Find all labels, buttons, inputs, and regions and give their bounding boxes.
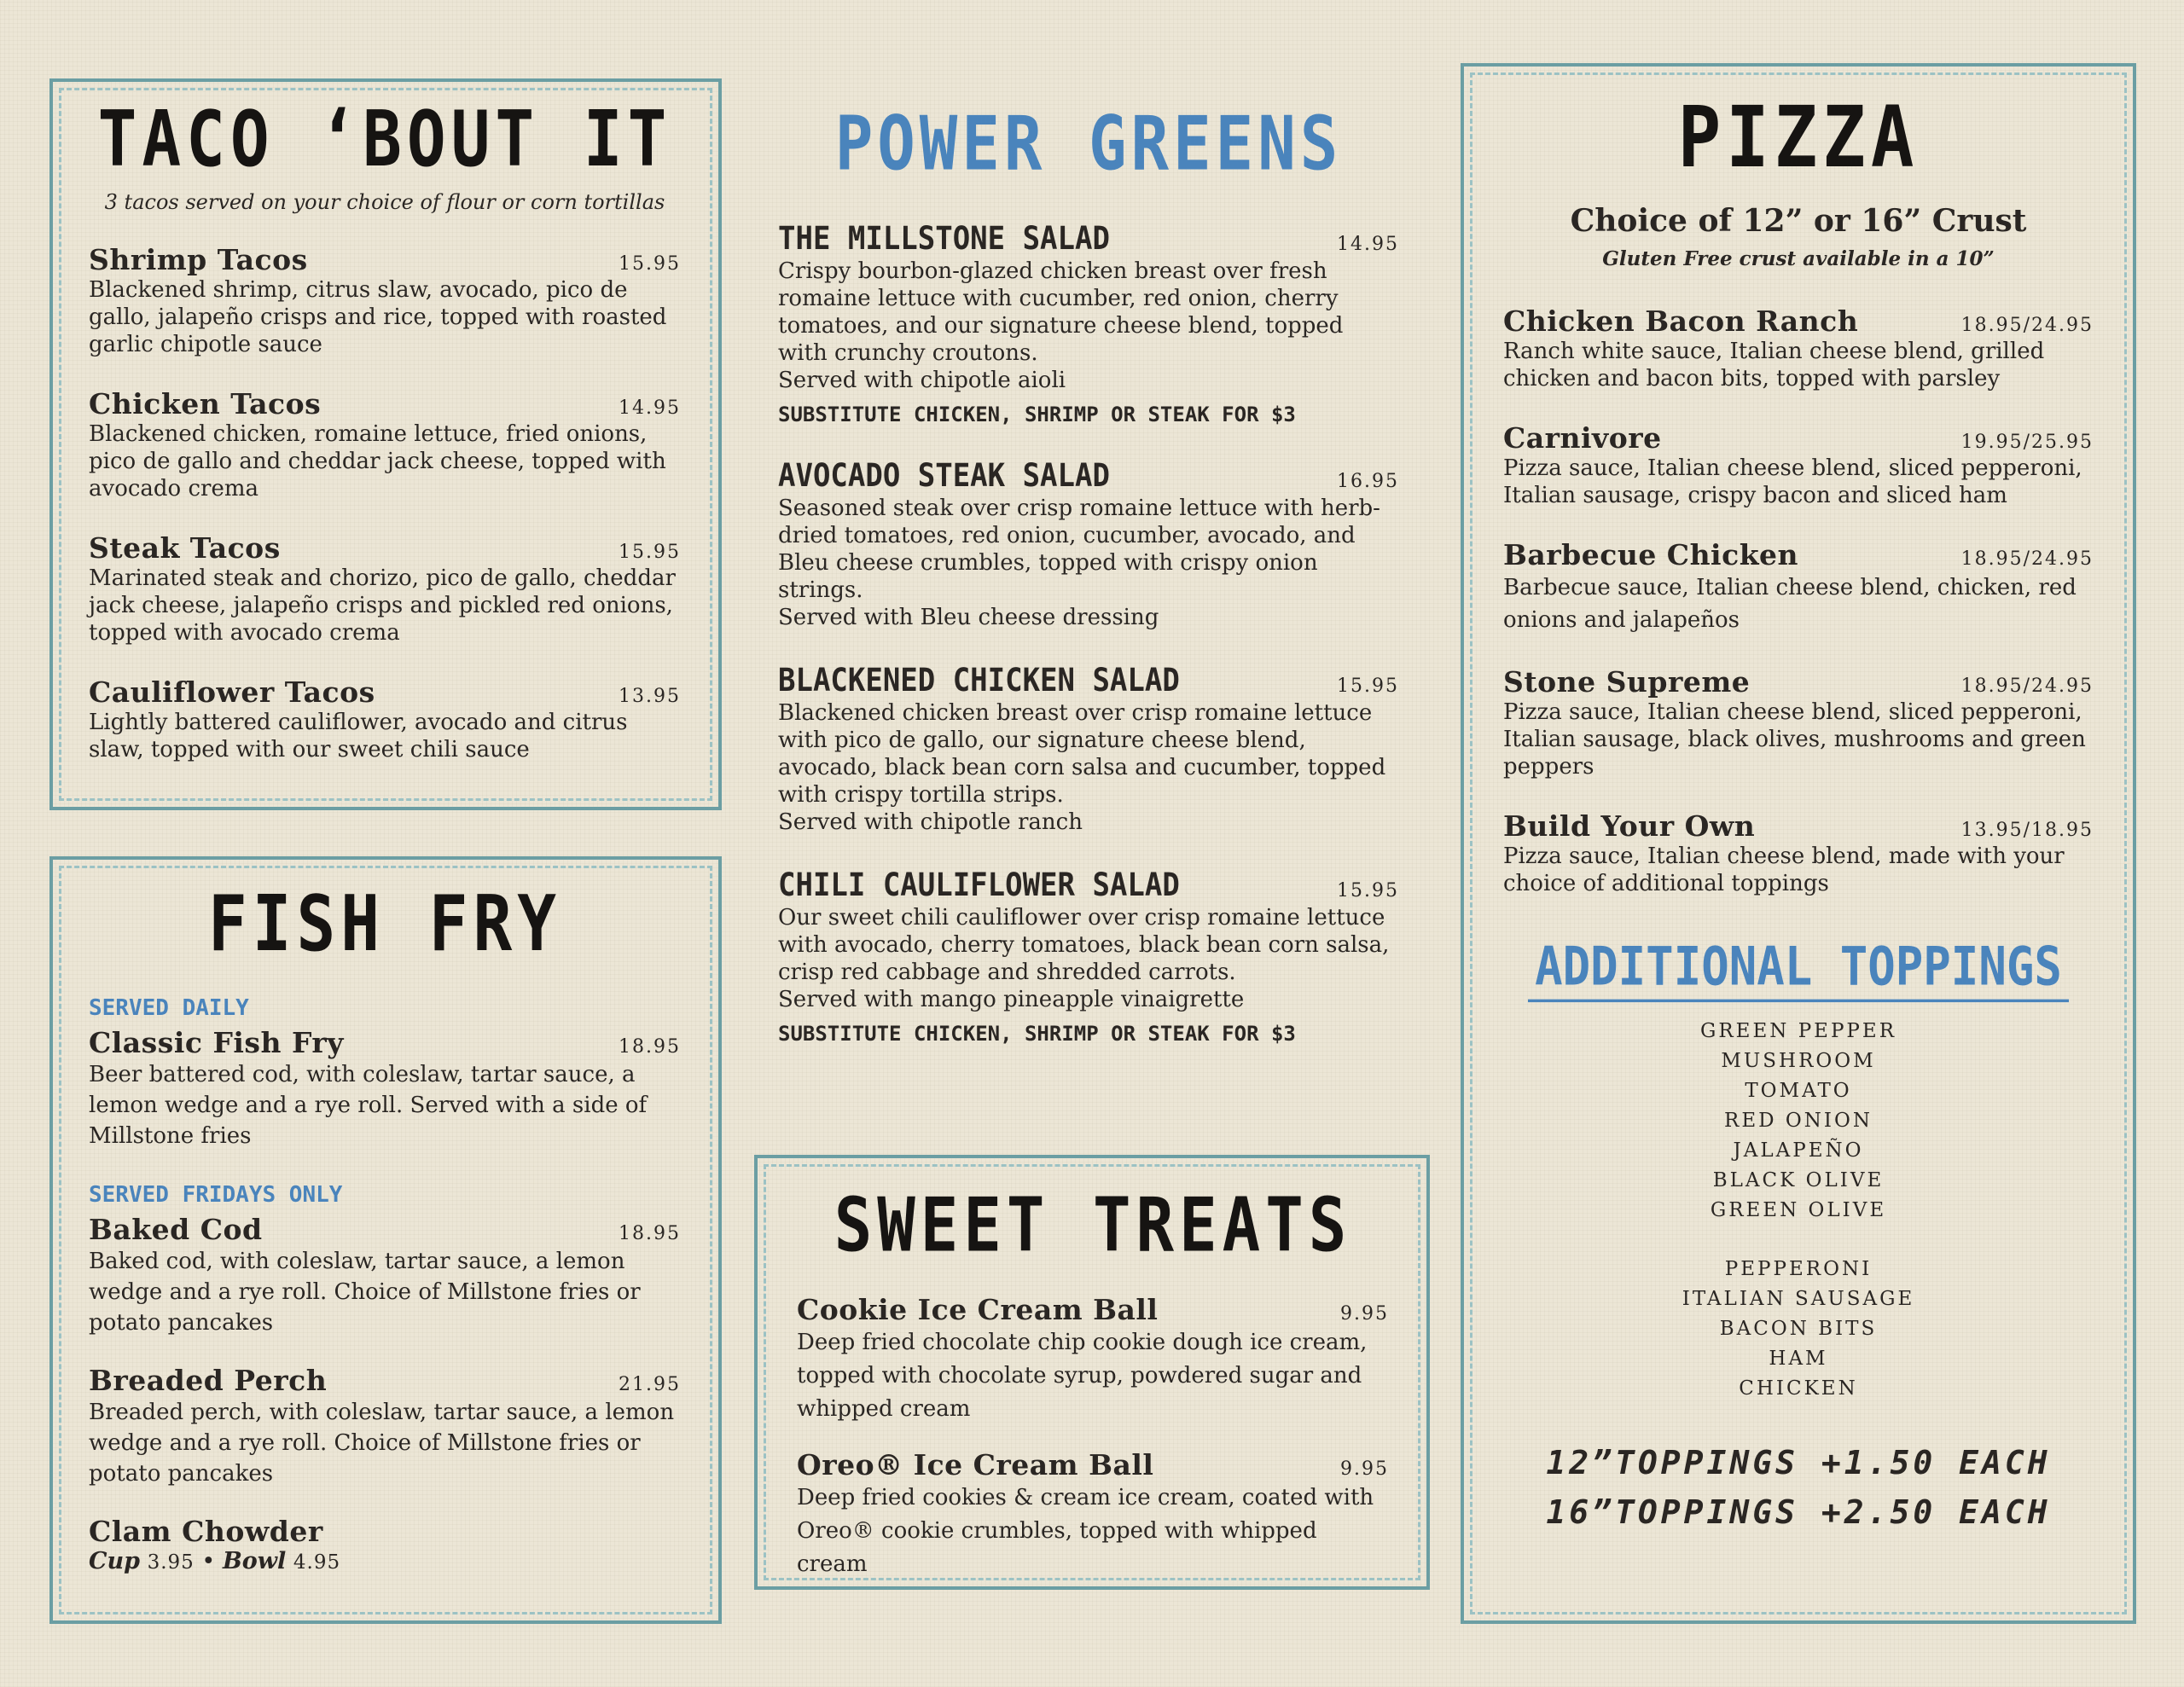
item-name: Baked Cod [89, 1213, 263, 1246]
menu-item-breaded-perch [89, 1364, 681, 1489]
item-served-with: Served with mango pineapple vinaigrette [778, 987, 1245, 1012]
chowder-prices [89, 1548, 681, 1576]
topping-item: CHICKEN [1739, 1377, 1858, 1400]
veg-toppings-list [1503, 1017, 2094, 1226]
item-price: 14.95 [619, 397, 681, 419]
item-price: 21.95 [619, 1374, 681, 1395]
item-description: Crispy bourbon-glazed chicken breast over fresh romaine lettuce with cucumber, red onion, cherry tomatoes, and our signature cheese blend, topped with crunchy croutons. [778, 258, 1344, 366]
fish-title: FISH FRY [207, 878, 562, 969]
item-name: Clam Chowder [89, 1515, 323, 1548]
topping-item: GREEN PEPPER [1699, 1020, 1897, 1042]
item-description: Blackened chicken, romaine lettuce, fried onions, pico de gallo and cheddar jack cheese, topped with avocado crema [89, 421, 666, 501]
item-name: Chicken Bacon Ranch [1503, 304, 1859, 338]
item-price: 15.95 [1337, 880, 1399, 901]
topping-prices [1503, 1438, 2094, 1537]
item-served-with: Served with Bleu cheese dressing [778, 605, 1159, 630]
cup-label: Cup [89, 1548, 140, 1574]
item-price: 18.95/24.95 [1960, 315, 2094, 336]
taco-title: TACO ‘BOUT IT [97, 93, 672, 184]
item-price: 15.95 [619, 253, 681, 275]
item-name: Stone Supreme [1503, 665, 1751, 699]
topping-item: GREEN OLIVE [1710, 1199, 1887, 1221]
menu-item-steak-tacos [89, 531, 681, 646]
item-price: 9.95 [1340, 1458, 1389, 1480]
item-name: Build Your Own [1503, 809, 1756, 843]
item-price: 13.95/18.95 [1960, 820, 2094, 841]
item-description: Breaded perch, with coleslaw, tartar sauce, a lemon wedge and a rye roll. Choice of Millstone fries or potato pancakes [89, 1400, 675, 1487]
item-price: 16.95 [1337, 471, 1399, 492]
topping-item: BACON BITS [1719, 1318, 1878, 1340]
item-name: Classic Fish Fry [89, 1026, 344, 1059]
menu-item-carnivore [1503, 421, 2094, 509]
topping-item: MUSHROOM [1721, 1050, 1876, 1072]
item-description: Baked cod, with coleslaw, tartar sauce, a lemon wedge and a rye roll. Choice of Millstone fries or potato pancakes [89, 1249, 641, 1336]
item-description: Beer battered cod, with coleslaw, tartar sauce, a lemon wedge and a rye roll. Served with a side of Millstone fries [89, 1062, 648, 1149]
item-name: Carnivore [1503, 421, 1662, 455]
item-price: 15.95 [1337, 675, 1399, 697]
taco-panel [49, 78, 722, 810]
menu-item-baked-cod [89, 1213, 681, 1338]
item-name: Chicken Tacos [89, 387, 322, 420]
item-name: Cauliflower Tacos [89, 675, 375, 709]
topping-item: ITALIAN SAUSAGE [1682, 1288, 1915, 1310]
item-description: Pizza sauce, Italian cheese blend, made with your choice of additional toppings [1503, 844, 2065, 896]
item-price: 18.95 [619, 1223, 681, 1244]
item-description: Marinated steak and chorizo, pico de gallo, cheddar jack cheese, jalapeño crisps and pickled red onions, topped with avocado crema [89, 565, 676, 646]
pizza-title: PIZZA [1677, 88, 1920, 187]
menu-item-blackened-chicken-salad [778, 662, 1399, 836]
menu-item-cookie-ice-cream-ball [797, 1293, 1389, 1426]
item-description: Barbecue sauce, Italian cheese blend, chicken, red onions and jalapeños [1503, 575, 2077, 633]
topping-item: HAM [1769, 1348, 1828, 1370]
menu-item-clam-chowder [89, 1515, 681, 1576]
taco-subtitle: 3 tacos served on your choice of flour or corn tortillas [104, 190, 665, 214]
toppings-title: ADDITIONAL TOPPINGS [1528, 936, 2069, 1002]
menu-item-chili-cauliflower-salad [778, 867, 1399, 1046]
item-name: THE MILLSTONE SALAD [778, 220, 1110, 258]
served-daily-label: SERVED DAILY [89, 995, 249, 1021]
topping-price-12: 12”TOPPINGS +1.50 EACH [1546, 1444, 2051, 1481]
substitute-note: SUBSTITUTE CHICKEN, SHRIMP OR STEAK FOR $3 [778, 403, 1296, 426]
greens-title: POWER GREENS [834, 101, 1343, 188]
menu-item-shrimp-tacos [89, 243, 681, 358]
menu-item-chicken-bacon-ranch [1503, 304, 2094, 392]
item-name: Breaded Perch [89, 1364, 328, 1397]
topping-price-16: 16”TOPPINGS +2.50 EACH [1546, 1493, 2051, 1531]
item-name: Barbecue Chicken [1503, 538, 1799, 571]
topping-item: RED ONION [1724, 1110, 1873, 1132]
item-price: 14.95 [1337, 234, 1399, 255]
toppings-heading-wrap [1503, 935, 2094, 998]
bowl-label: Bowl [222, 1548, 287, 1574]
item-description: Our sweet chili cauliflower over crisp romaine lettuce with avocado, cherry tomatoes, black bean corn salsa, crisp red cabbage and shredded carrots. [778, 905, 1390, 985]
item-price: 19.95/25.95 [1960, 432, 2094, 453]
menu-item-chicken-tacos [89, 387, 681, 502]
topping-item: PEPPERONI [1724, 1258, 1873, 1280]
menu-item-oreo-ice-cream-ball [797, 1448, 1389, 1581]
bowl-price: 4.95 [293, 1551, 341, 1574]
cup-price: 3.95 [147, 1551, 195, 1574]
sweets-panel [754, 1155, 1430, 1590]
item-description: Deep fried chocolate chip cookie dough ice cream, topped with chocolate syrup, powdered sugar and whipped cream [797, 1330, 1368, 1422]
item-price: 18.95 [619, 1036, 681, 1058]
item-name: Steak Tacos [89, 531, 281, 565]
item-description: Lightly battered cauliflower, avocado and citrus slaw, topped with our sweet chili sauce [89, 710, 628, 762]
topping-item: BLACK OLIVE [1712, 1169, 1885, 1191]
topping-item: JALAPEÑO [1733, 1139, 1864, 1162]
item-description: Ranch white sauce, Italian cheese blend, grilled chicken and bacon bits, topped with parsley [1503, 339, 2045, 391]
menu-item-millstone-salad [778, 220, 1399, 426]
item-name: Oreo® Ice Cream Ball [797, 1448, 1154, 1481]
menu-item-barbecue-chicken [1503, 538, 2094, 636]
pizza-panel [1461, 63, 2136, 1624]
served-fridays-label: SERVED FRIDAYS ONLY [89, 1182, 343, 1208]
item-name: AVOCADO STEAK SALAD [778, 457, 1110, 495]
sweets-title: SWEET TREATS [834, 1182, 1352, 1269]
menu-item-build-your-own [1503, 809, 2094, 897]
item-name: Cookie Ice Cream Ball [797, 1293, 1159, 1326]
pizza-subtitle: Choice of 12” or 16” Crust [1570, 203, 2027, 239]
item-served-with: Served with chipotle aioli [778, 368, 1066, 393]
item-description: Pizza sauce, Italian cheese blend, sliced pepperoni, Italian sausage, crispy bacon and sliced ham [1503, 455, 2082, 508]
item-description: Blackened shrimp, citrus slaw, avocado, pico de gallo, jalapeño crisps and rice, topped with roasted garlic chipotle sauce [89, 277, 667, 357]
item-description: Blackened chicken breast over crisp romaine lettuce with pico de gallo, our signature cheese blend, avocado, black bean corn salsa and cucumber, topped with crispy tortilla strips. [778, 700, 1386, 808]
greens-panel [778, 96, 1399, 1093]
item-price: 18.95/24.95 [1960, 675, 2094, 697]
menu-item-classic-fish-fry [89, 1026, 681, 1151]
fish-panel [49, 856, 722, 1624]
substitute-note: SUBSTITUTE CHICKEN, SHRIMP OR STEAK FOR $3 [778, 1022, 1296, 1046]
menu-item-stone-supreme [1503, 665, 2094, 780]
gluten-free-note: Gluten Free crust available in a 10” [1602, 247, 1995, 270]
item-description: Deep fried cookies & cream ice cream, coated with Oreo® cookie crumbles, topped with whipped cream [797, 1485, 1374, 1577]
topping-item: TOMATO [1745, 1080, 1852, 1102]
item-price: 18.95/24.95 [1960, 548, 2094, 570]
menu-item-avocado-steak-salad [778, 457, 1399, 631]
item-price: 15.95 [619, 542, 681, 563]
item-price: 13.95 [619, 686, 681, 707]
meat-toppings-list [1503, 1255, 2094, 1404]
item-description: Pizza sauce, Italian cheese blend, sliced pepperoni, Italian sausage, black olives, mushrooms and green peppers [1503, 699, 2086, 780]
item-description: Seasoned steak over crisp romaine lettuce with herb-dried tomatoes, red onion, cucumber, avocado, and Bleu cheese crumbles, topped with crispy onion strings. [778, 496, 1380, 603]
item-price: 9.95 [1340, 1303, 1389, 1325]
item-served-with: Served with chipotle ranch [778, 809, 1083, 835]
item-name: BLACKENED CHICKEN SALAD [778, 662, 1180, 699]
price-separator: • [201, 1548, 216, 1574]
item-name: CHILI CAULIFLOWER SALAD [778, 867, 1180, 904]
item-name: Shrimp Tacos [89, 243, 308, 276]
menu-item-cauliflower-tacos [89, 675, 681, 763]
